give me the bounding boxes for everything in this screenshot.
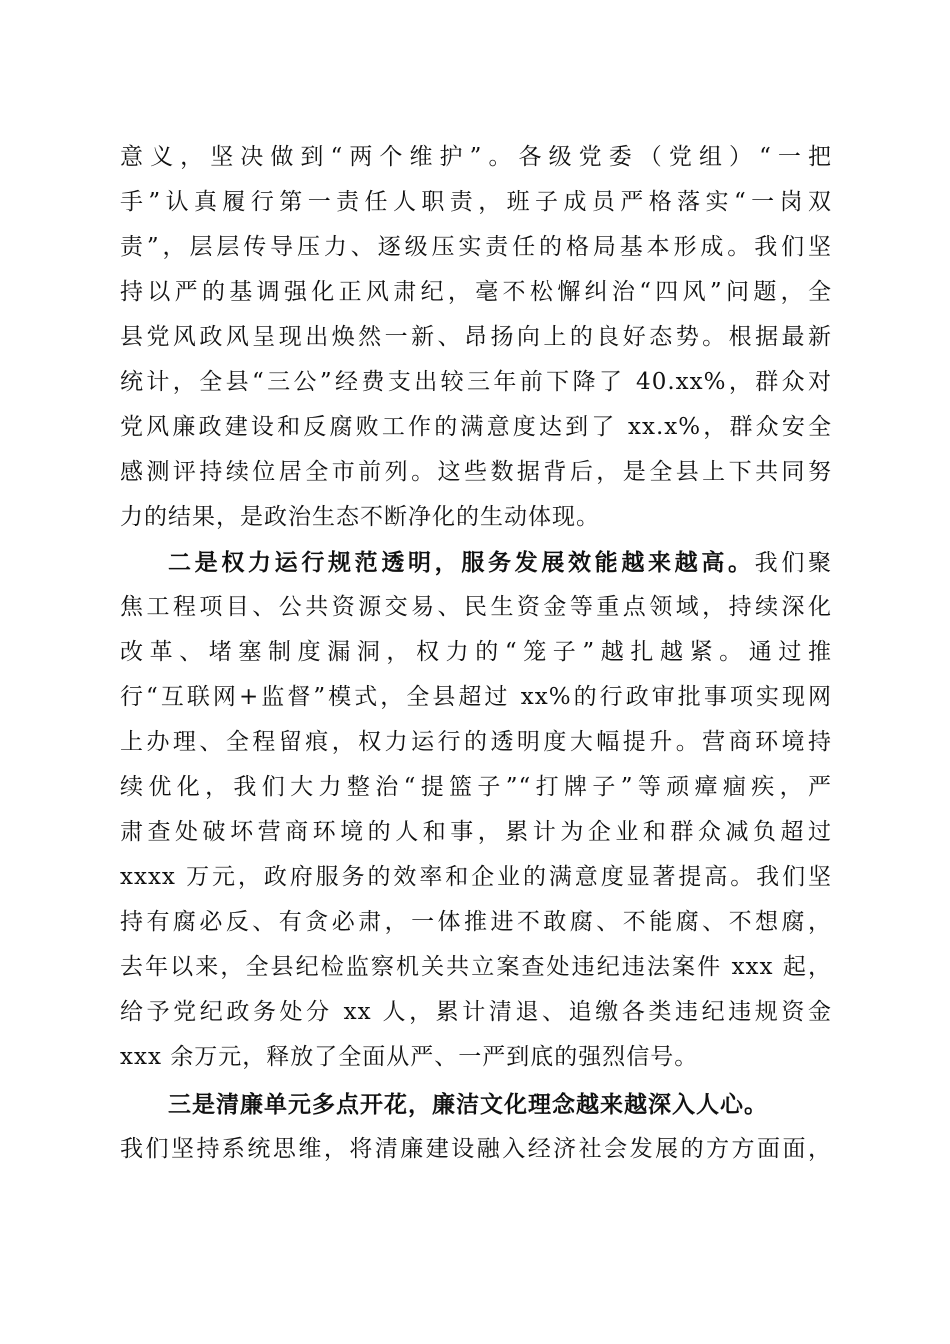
- text-line: 责”，层层传导压力、逐级压实责任的格局基本形成。我们坚: [120, 234, 832, 260]
- text-line: 手”认真履行第一责任人职责，班子成员严格落实“一岗双: [120, 189, 832, 215]
- paragraph-3: [120, 1082, 832, 1172]
- text-line: 持以严的基调强化正风肃纪，毫不松懈纠治“四风”问题，全: [120, 279, 832, 305]
- text-line: 我们坚持系统思维，将清廉建设融入经济社会发展的方方面面，: [120, 1136, 832, 1162]
- paragraph-2-first-line: [120, 540, 832, 585]
- paragraph-3-heading: 三是清廉单元多点开花，廉洁文化理念越来越深入人心。: [168, 1091, 768, 1118]
- paragraph-2-heading: 二是权力运行规范透明，服务发展效能越来越高。: [168, 549, 755, 576]
- text-line: 给予党纪政务处分 xx 人，累计清退、追缴各类违纪违规资金: [120, 999, 832, 1025]
- text-line: 感测评持续位居全市前列。这些数据背后，是全县上下共同努: [120, 459, 832, 485]
- text-line: 意义，坚决做到“两个维护”。各级党委（党组）“一把: [120, 144, 832, 170]
- text-line: 党风廉政建设和反腐败工作的满意度达到了 xx.x%，群众安全: [120, 414, 832, 440]
- text-line: 上办理、全程留痕，权力运行的透明度大幅提升。营商环境持: [120, 729, 832, 755]
- text-line: 肃查处破坏营商环境的人和事，累计为企业和群众减负超过: [120, 819, 832, 845]
- paragraph-2-first-rest: 我们聚: [754, 550, 833, 576]
- text-line: 行“互联网+监督”模式，全县超过 xx%的行政审批事项实现网: [120, 684, 832, 710]
- text-line: 统计，全县“三公”经费支出较三年前下降了 40.xx%，群众对: [120, 369, 832, 395]
- paragraph-1: [120, 135, 832, 540]
- text-line: 改革、堵塞制度漏洞，权力的“笼子”越扎越紧。通过推: [120, 639, 832, 665]
- text-line: xxx 余万元，释放了全面从严、一严到底的强烈信号。: [120, 1044, 699, 1070]
- text-line: 力的结果，是政治生态不断净化的生动体现。: [120, 504, 600, 530]
- text-line: 续优化，我们大力整治“提篮子”“打牌子”等顽瘴痼疾，严: [120, 774, 832, 800]
- text-line: 焦工程项目、公共资源交易、民生资金等重点领域，持续深化: [120, 594, 832, 620]
- paragraph-2: [120, 540, 832, 1080]
- text-line: 去年以来，全县纪检监察机关共立案查处违纪违法案件 xxx 起，: [120, 954, 832, 980]
- text-line: xxxx 万元，政府服务的效率和企业的满意度显著提高。我们坚: [120, 864, 832, 890]
- text-line: 持有腐必反、有贪必肃，一体推进不敢腐、不能腐、不想腐，: [120, 909, 832, 935]
- text-line: 县党风政风呈现出焕然一新、昂扬向上的良好态势。根据最新: [120, 324, 832, 350]
